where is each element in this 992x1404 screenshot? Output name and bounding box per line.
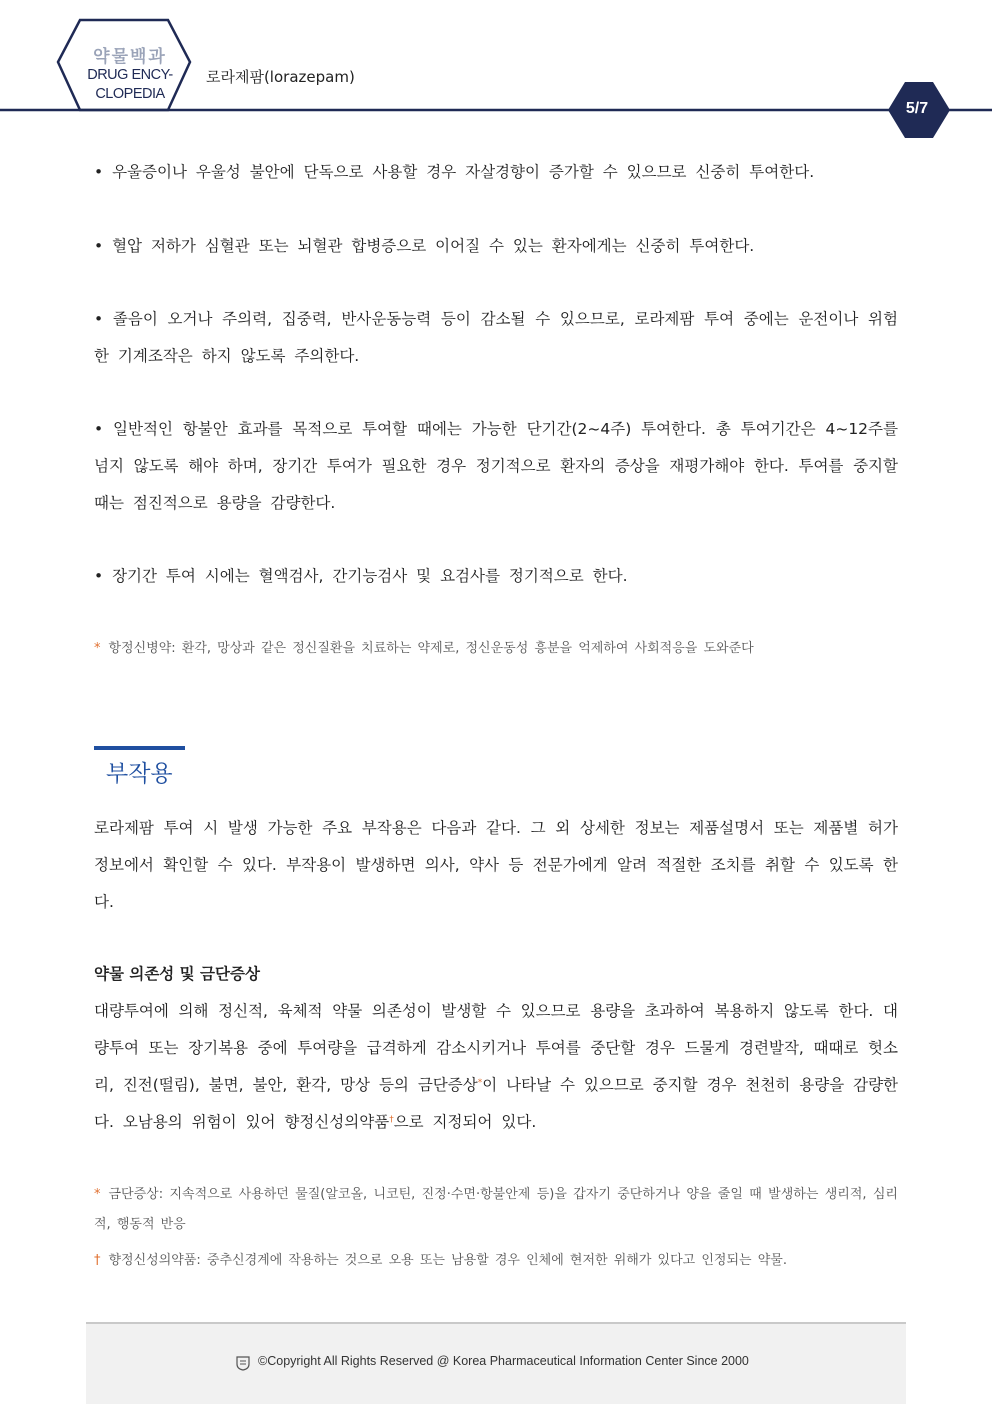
- bullet-item: • 혈압 저하가 심혈관 또는 뇌혈관 합병증으로 이어질 수 있는 환자에게는 신중히 투여한다.: [94, 237, 755, 255]
- footnote: [94, 634, 898, 664]
- page-number: 5/7: [905, 100, 929, 117]
- footnote-mark: *: [94, 1187, 101, 1202]
- bullet-item: • 장기간 투여 시에는 혈액검사, 간기능검사 및 요검사를 정기적으로 한다.: [94, 567, 628, 585]
- copyright-text: ©Copyright All Rights Reserved @ Korea Pharmaceutical Information Center Since 2000: [258, 1354, 749, 1368]
- footnote-text: 항정신병약: 환각, 망상과 같은 정신질환을 치료하는 약제로, 정신운동성 흥분을 억제하여 사회적응을 도와준다: [108, 641, 754, 656]
- footnote-ref: *: [477, 1078, 483, 1088]
- footnote-text: 금단증상: 지속적으로 사용하던 물질(알코올, 니코틴, 진정·수면·항불안제 등)을 갑자기 중단하거나 양을 줄일 때 발생하는 생리적, 심리적, 행동적 반응: [94, 1187, 898, 1232]
- footnote-mark: †: [94, 1253, 101, 1268]
- subheading: 약물 의존성 및 금단증상: [94, 965, 260, 983]
- footnote-ref: †: [389, 1115, 394, 1125]
- page-header: [0, 0, 992, 140]
- logo-korean: 약물백과: [93, 47, 167, 67]
- logo-english-line2: CLOPEDIA: [95, 86, 165, 102]
- body-text-part1: 대량투여에 의해 정신적, 육체적 약물 의존성이 발생할 수 있으므로 용량을 초과하여 복용하지 않도록 한다. 대량투여 또는 장기복용 중에 투여량을 급격하게 감소시키거나 투여를 중단할 경우 드물게 경련발작, 때때로 헛소리, 진전(떨림), 불면, 불안, 환각, 망상 등의 금단증상: [94, 1002, 898, 1094]
- section-body: [94, 993, 898, 1141]
- section-heading-bar: [94, 746, 185, 750]
- logo-english-line1: DRUG ENCY-: [87, 67, 173, 83]
- logo-english: [80, 66, 180, 104]
- body-text-part3: 으로 지정되어 있다.: [393, 1113, 537, 1131]
- shield-logo-icon: [236, 1355, 250, 1371]
- bullet-item: • 우울증이나 우울성 불안에 단독으로 사용할 경우 자살경향이 증가할 수 있으므로 신중히 투여한다.: [94, 163, 815, 181]
- document-title: 로라제팜(lorazepam): [206, 68, 355, 86]
- footnote: [94, 1246, 898, 1276]
- body-text-part2: 이 나타날 수 있으므로 중지할 경우 천천히 용량을 감량한다. 오남용의 위험이 있어 향정신성의약품: [94, 1076, 899, 1131]
- footnote-text: 향정신성의약품: 중추신경계에 작용하는 것으로 오용 또는 남용할 경우 인체에 현저한 위해가 있다고 인정되는 약물.: [108, 1253, 787, 1268]
- section-intro: 로라제팜 투여 시 발생 가능한 주요 부작용은 다음과 같다. 그 외 상세한 정보는 제품설명서 또는 제품별 허가정보에서 확인할 수 있다. 부작용이 발생하면 의사, 약사 등 전문가에게 알려 적절한 조치를 취할 수 있도록 한다.: [94, 819, 898, 911]
- footnote: [94, 1180, 898, 1240]
- footnote-mark: *: [94, 641, 101, 656]
- bullet-item: • 일반적인 항불안 효과를 목적으로 투여할 때에는 가능한 단기간(2~4주) 투여한다. 총 투여기간은 4~12주를 넘지 않도록 해야 하며, 장기간 투여가 필요한 경우 정기적으로 환자의 증상을 재평가해야 한다. 투여를 중지할 때는 점진적으로 용량을 감량한다.: [94, 420, 898, 512]
- bullet-item: • 졸음이 오거나 주의력, 집중력, 반사운동능력 등이 감소될 수 있으므로, 로라제팜 투여 중에는 운전이나 위험한 기계조작은 하지 않도록 주의한다.: [94, 310, 898, 365]
- section-title: 부작용: [106, 761, 173, 787]
